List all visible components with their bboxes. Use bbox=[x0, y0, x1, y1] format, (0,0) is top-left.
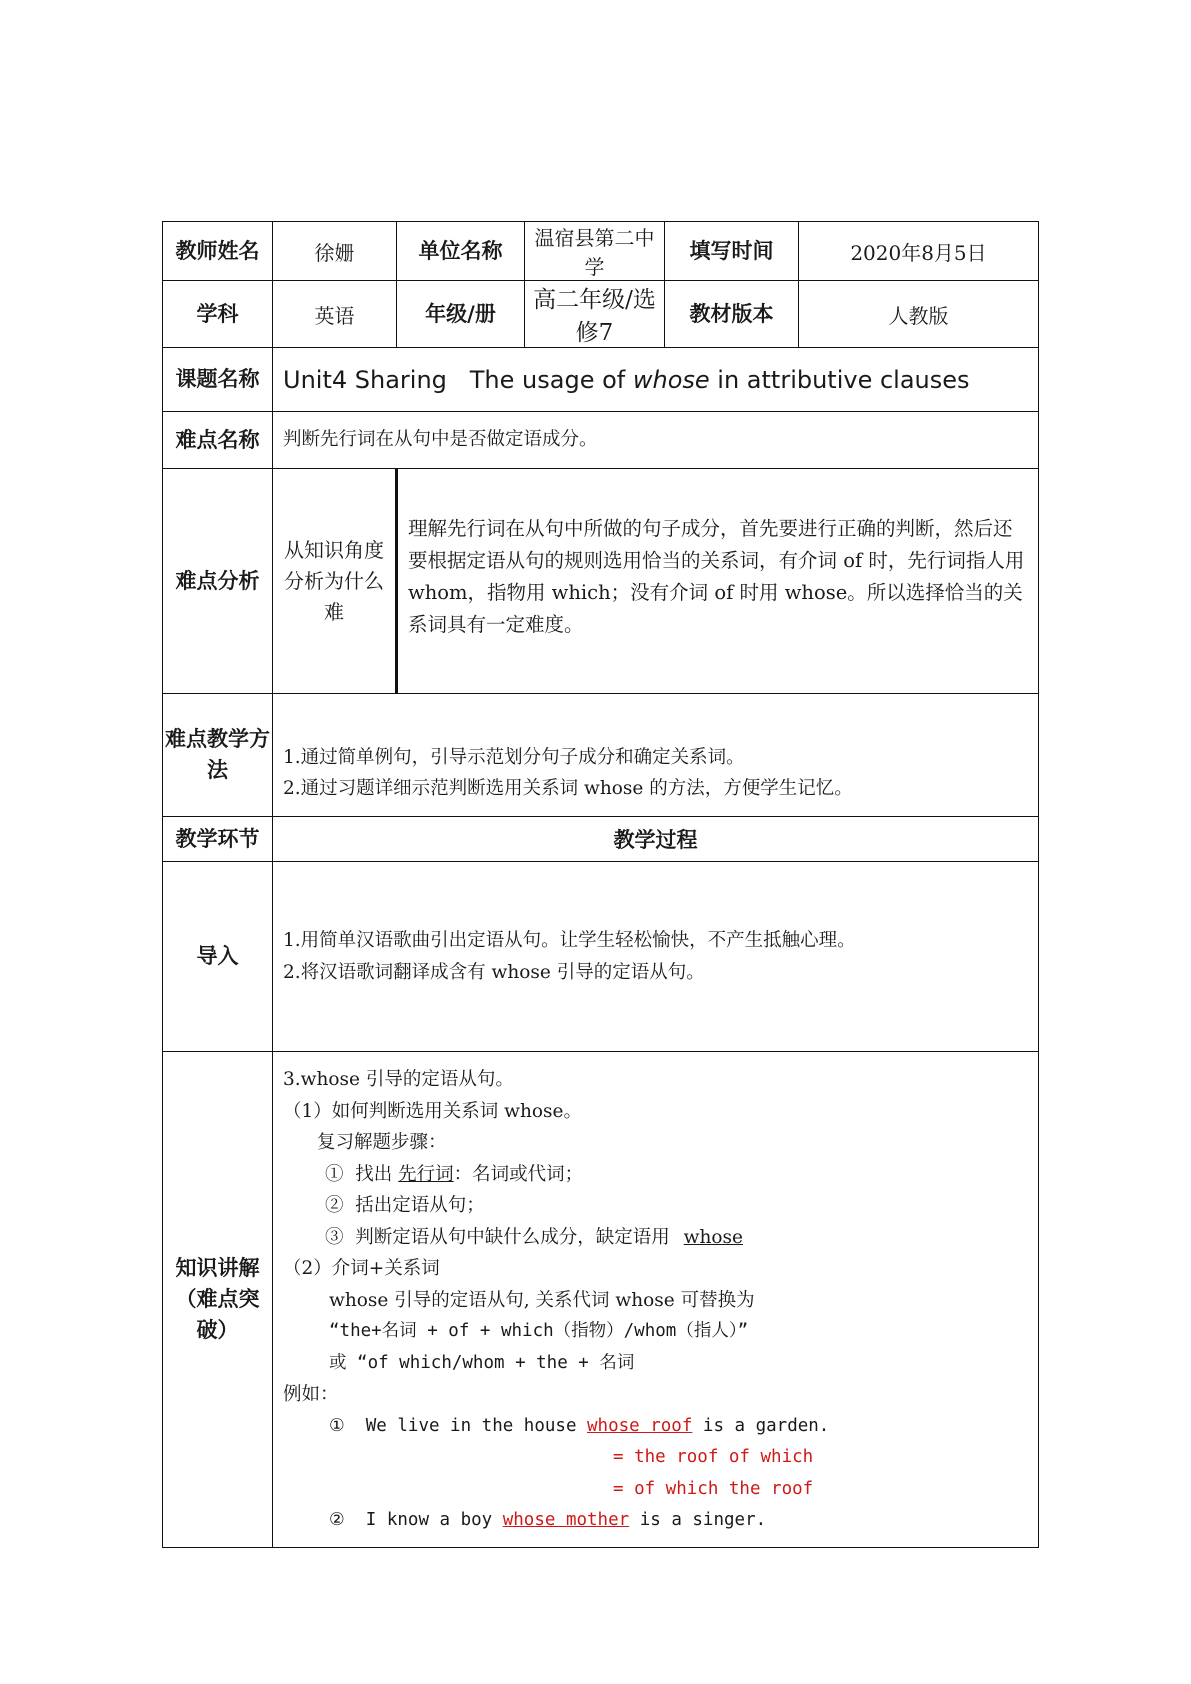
unit-value: 温宿县第二中学 bbox=[525, 222, 665, 281]
example-1 bbox=[283, 1411, 1038, 1443]
edition-value: 人教版 bbox=[799, 281, 1039, 348]
knowledge-line-1: 3.whose 引导的定语从句。 bbox=[283, 1069, 514, 1090]
method-label: 难点教学方法 bbox=[163, 694, 273, 817]
topic-suffix: in attributive clauses bbox=[709, 365, 970, 394]
analysis-label: 难点分析 bbox=[163, 469, 273, 694]
teacher-label: 教师姓名 bbox=[163, 222, 273, 281]
subject-label: 学科 bbox=[163, 281, 273, 348]
intro-row bbox=[163, 862, 1039, 1052]
example-1-alt-1: = the roof of which bbox=[613, 1447, 814, 1467]
process-header-row bbox=[163, 817, 1039, 862]
example-2-prefix: ② I know a boy bbox=[329, 1510, 503, 1530]
knowledge-line-6: “the+名词 + of + which（指物）/whom（指人）” bbox=[329, 1321, 749, 1341]
method-line-1: 1.通过简单例句，引导示范划分句子成分和确定关系词。 bbox=[283, 746, 745, 768]
example-2-suffix: is a singer. bbox=[629, 1510, 767, 1530]
example-1-highlight: whose roof bbox=[587, 1415, 693, 1436]
intro-label: 导入 bbox=[163, 862, 273, 1052]
subject-value: 英语 bbox=[273, 281, 397, 348]
analysis-row bbox=[163, 469, 1039, 694]
method-line-2: 2.通过习题详细示范判断选用关系词 whose 的方法，方便学生记忆。 bbox=[283, 778, 853, 799]
topic-italic: whose bbox=[632, 365, 710, 394]
unit-label: 单位名称 bbox=[397, 222, 525, 281]
knowledge-line-5: whose 引导的定语从句, 关系代词 whose 可替换为 bbox=[329, 1289, 755, 1311]
step-3-prefix: ③ 判断定语从句中缺什么成分，缺定语用 bbox=[325, 1226, 670, 1248]
process-left-label: 教学环节 bbox=[163, 817, 273, 862]
knowledge-label: 知识讲解（难点突破） bbox=[163, 1052, 273, 1548]
method-row bbox=[163, 694, 1039, 817]
difficulty-text: 判断先行词在从句中是否做定语成分。 bbox=[273, 412, 1039, 469]
process-right-label: 教学过程 bbox=[273, 817, 1039, 862]
knowledge-line-8: 例如： bbox=[283, 1384, 339, 1405]
analysis-side-text: 从知识角度分析为什么难 bbox=[273, 469, 397, 694]
difficulty-label: 难点名称 bbox=[163, 412, 273, 469]
step-3 bbox=[283, 1222, 1038, 1254]
knowledge-line-7: 或 “of which/whom + the + 名词 bbox=[329, 1352, 635, 1373]
knowledge-line-4: （2）介词+关系词 bbox=[283, 1258, 440, 1279]
example-2 bbox=[283, 1505, 1038, 1537]
topic-label: 课题名称 bbox=[163, 348, 273, 412]
grade-value: 高二年级/选修7 bbox=[525, 281, 665, 348]
step-1 bbox=[283, 1159, 1038, 1191]
date-value: 2020年8月5日 bbox=[799, 222, 1039, 281]
example-1-alt-2: = of which the roof bbox=[613, 1478, 814, 1499]
topic-prefix: Unit4 Sharing The usage of bbox=[283, 365, 633, 394]
knowledge-line-3: 复习解题步骤： bbox=[317, 1132, 447, 1153]
knowledge-line-2: （1）如何判断选用关系词 whose。 bbox=[283, 1100, 582, 1122]
edition-label: 教材版本 bbox=[665, 281, 799, 348]
date-label: 填写时间 bbox=[665, 222, 799, 281]
step-3-blank: whose bbox=[683, 1226, 743, 1248]
knowledge-row bbox=[163, 1052, 1039, 1548]
method-text bbox=[273, 694, 1039, 817]
step-1-blank: 先行词 bbox=[398, 1163, 454, 1185]
lesson-plan-table bbox=[162, 221, 1039, 1548]
analysis-text: 理解先行词在从句中所做的句子成分，首先要进行正确的判断，然后还要根据定语从句的规则选用恰当的关系词，有介词 of 时，先行词指人用 whom，指物用 which；没有介词 of 时用 whose。所以选择恰当的关系词具有一定难度。 bbox=[397, 469, 1039, 694]
header-row-2 bbox=[163, 281, 1039, 348]
example-1-suffix: is a garden. bbox=[692, 1415, 830, 1436]
lesson-plan-document bbox=[162, 221, 1038, 1548]
grade-label: 年级/册 bbox=[397, 281, 525, 348]
intro-line-1: 1.用简单汉语歌曲引出定语从句。让学生轻松愉快，不产生抵触心理。 bbox=[283, 930, 856, 951]
step-1-prefix: ① 找出 bbox=[325, 1163, 393, 1185]
difficulty-row bbox=[163, 412, 1039, 469]
teacher-value: 徐姗 bbox=[273, 222, 397, 281]
example-2-highlight: whose mother bbox=[502, 1510, 630, 1530]
step-2: ② 括出定语从句； bbox=[325, 1195, 485, 1216]
example-1-prefix: ① We live in the house bbox=[329, 1415, 588, 1436]
topic-title bbox=[273, 348, 1039, 412]
intro-text bbox=[273, 862, 1039, 1052]
knowledge-content bbox=[273, 1052, 1039, 1548]
topic-row bbox=[163, 348, 1039, 412]
step-1-suffix: ：名词或代词； bbox=[453, 1163, 584, 1185]
intro-line-2: 2.将汉语歌词翻译成含有 whose 引导的定语从句。 bbox=[283, 961, 705, 983]
header-row-1 bbox=[163, 222, 1039, 281]
